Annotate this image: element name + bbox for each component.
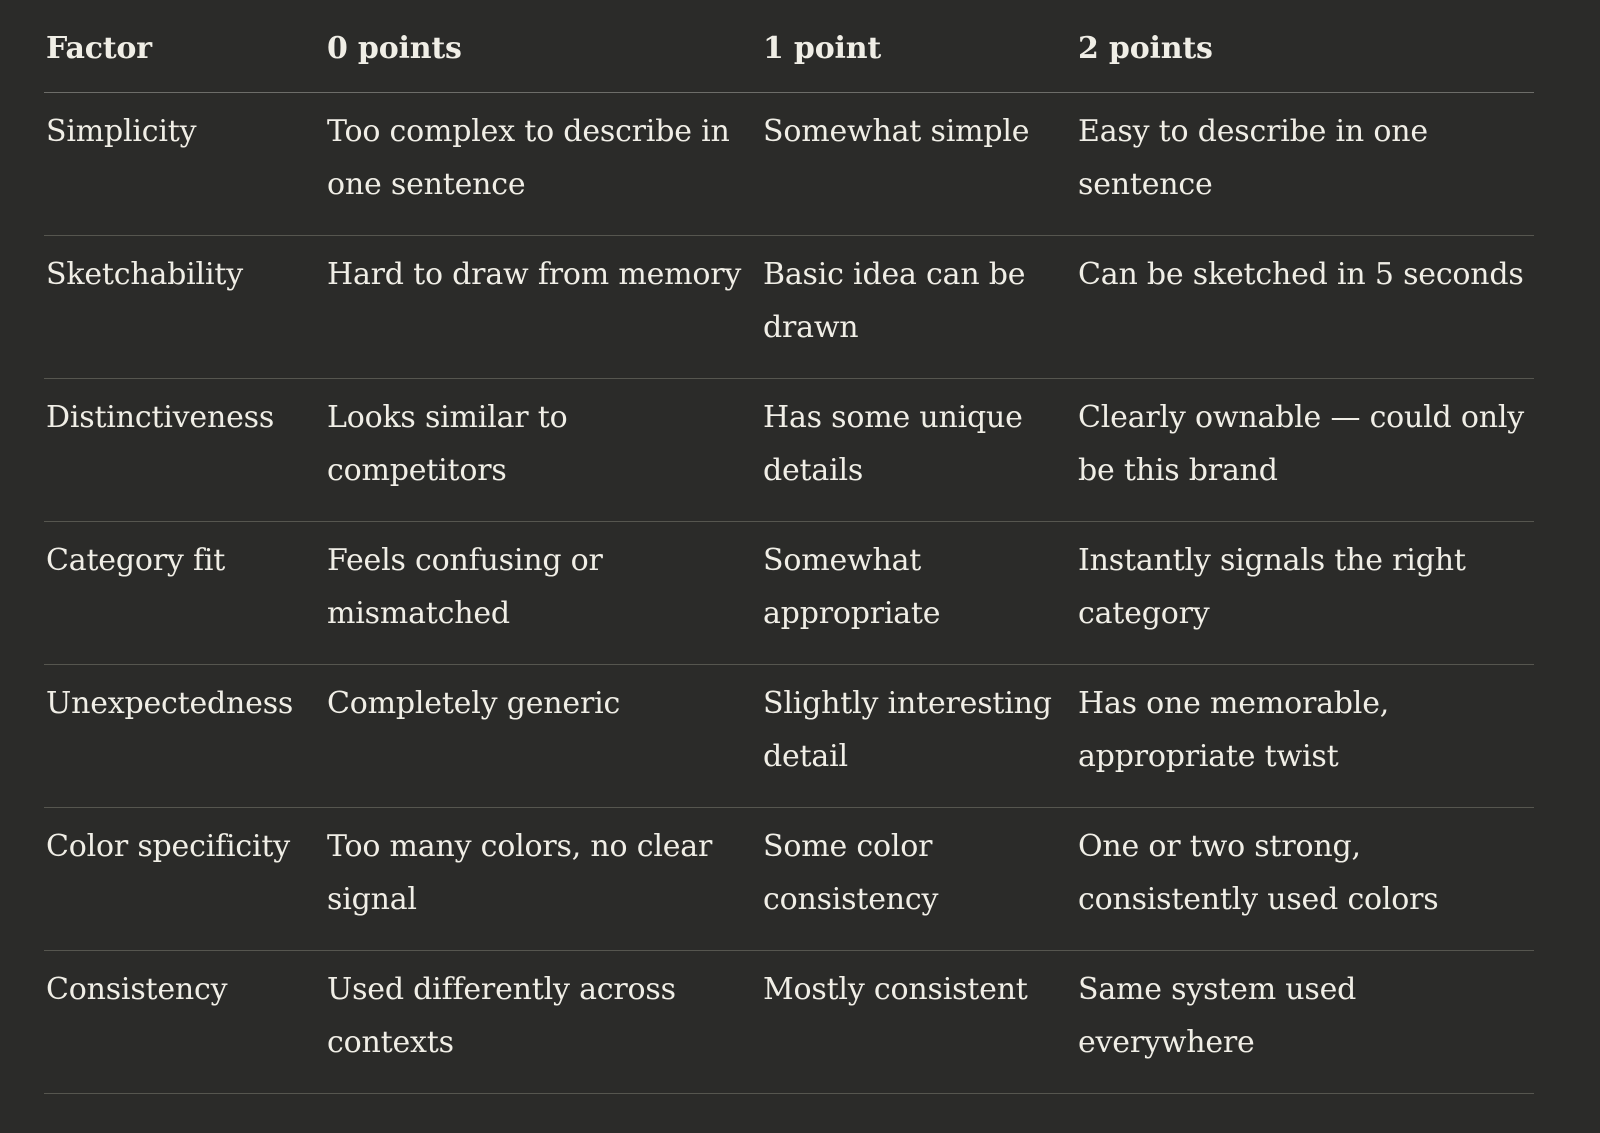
one-point-cell: Slightly interesting detail <box>761 664 1076 807</box>
header-1-point: 1 point <box>761 0 1076 92</box>
table-header <box>44 0 1534 92</box>
one-point-cell: Basic idea can be drawn <box>761 235 1076 378</box>
two-points-cell: Same system used everywhere <box>1076 950 1534 1093</box>
factor-cell: Color specificity <box>44 807 325 950</box>
two-points-cell: Has one memorable, appropriate twist <box>1076 664 1534 807</box>
two-points-cell: Instantly signals the right category <box>1076 521 1534 664</box>
one-point-cell: Somewhat appropriate <box>761 521 1076 664</box>
header-row <box>44 0 1534 92</box>
one-point-cell: Some color consistency <box>761 807 1076 950</box>
zero-points-cell: Too many colors, no clear signal <box>325 807 761 950</box>
one-point-cell: Mostly consistent <box>761 950 1076 1093</box>
table-row <box>44 807 1534 950</box>
header-2-points: 2 points <box>1076 0 1534 92</box>
header-0-points: 0 points <box>325 0 761 92</box>
zero-points-cell: Used differently across contexts <box>325 950 761 1093</box>
table-row <box>44 378 1534 521</box>
zero-points-cell: Hard to draw from memory <box>325 235 761 378</box>
zero-points-cell: Feels confusing or mismatched <box>325 521 761 664</box>
factor-cell: Category fit <box>44 521 325 664</box>
two-points-cell: Clearly ownable — could only be this brand <box>1076 378 1534 521</box>
table-row <box>44 521 1534 664</box>
zero-points-cell: Completely generic <box>325 664 761 807</box>
table-row <box>44 92 1534 235</box>
factor-cell: Unexpectedness <box>44 664 325 807</box>
zero-points-cell: Too complex to describe in one sentence <box>325 92 761 235</box>
table-row <box>44 235 1534 378</box>
table-body <box>44 92 1534 1093</box>
two-points-cell: Easy to describe in one sentence <box>1076 92 1534 235</box>
one-point-cell: Has some unique details <box>761 378 1076 521</box>
factor-cell: Sketchability <box>44 235 325 378</box>
scoring-table-container <box>44 0 1534 1094</box>
table-row <box>44 664 1534 807</box>
table-row <box>44 950 1534 1093</box>
zero-points-cell: Looks similar to competitors <box>325 378 761 521</box>
factor-cell: Consistency <box>44 950 325 1093</box>
header-factor: Factor <box>44 0 325 92</box>
factor-cell: Distinctiveness <box>44 378 325 521</box>
two-points-cell: Can be sketched in 5 seconds <box>1076 235 1534 378</box>
two-points-cell: One or two strong, consistently used colors <box>1076 807 1534 950</box>
factor-cell: Simplicity <box>44 92 325 235</box>
one-point-cell: Somewhat simple <box>761 92 1076 235</box>
scoring-table <box>44 0 1534 1094</box>
